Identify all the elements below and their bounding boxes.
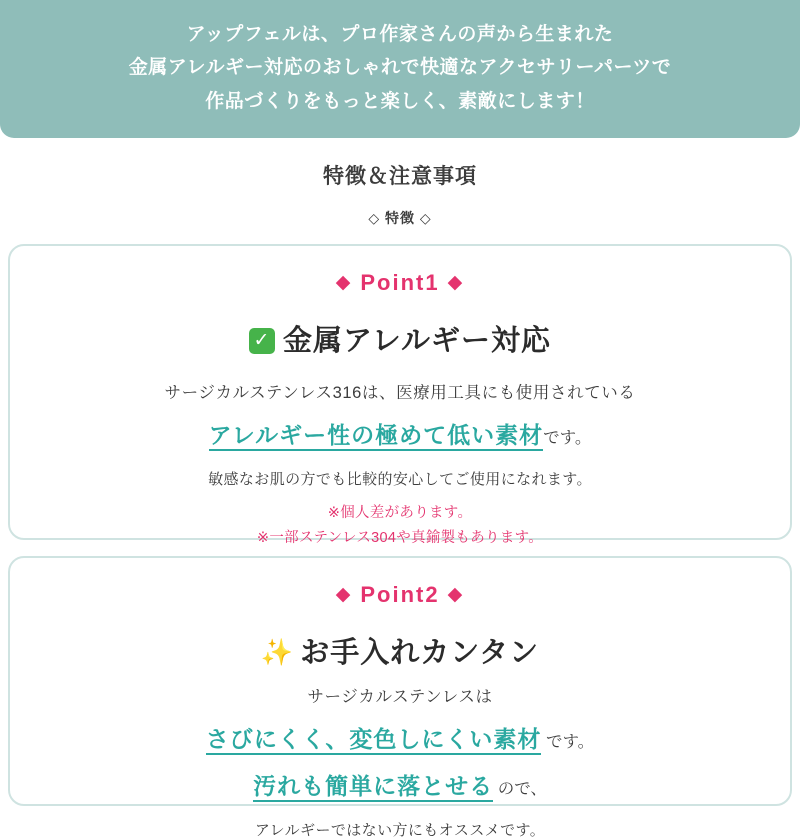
point2-highlight-2: 汚れも簡単に落とせる	[253, 773, 493, 802]
hero-line-2: 金属アレルギー対応のおしゃれで快適なアクセサリーパーツで	[128, 57, 672, 79]
point1-note-2: ※一部ステンレス304や真鍮製もあります。	[256, 529, 544, 546]
diamond-icon: ◆	[335, 583, 353, 605]
hero-line-1: アップフェルは、プロ作家さんの声から生まれた	[186, 24, 614, 45]
point2-highlight-line-2	[26, 768, 774, 801]
point2-label-text: Point2	[360, 581, 440, 607]
point2-heading-text: お手入れカンタン	[300, 636, 540, 669]
point2-highlight-line-1	[26, 721, 774, 754]
point1-highlight: アレルギー性の極めて低い素材	[209, 422, 544, 451]
point2-highlight-2-suffix: ので、	[497, 779, 547, 798]
green-check-icon: ✓	[249, 328, 275, 354]
point1-note-1: ※個人差があります。	[327, 504, 473, 521]
point1-body-line-2: 敏感なお肌の方でも比較的安心してご使用になれます。	[208, 470, 592, 488]
section-subtitle: ◇ 特徴 ◇	[368, 209, 432, 226]
point1-highlight-line	[26, 417, 774, 450]
sparkles-icon: ✨	[260, 636, 295, 667]
hero-banner	[0, 0, 800, 138]
section-title: 特徴＆注意事項	[323, 164, 477, 188]
point2-label	[26, 582, 774, 608]
diamond-icon: ◆	[447, 271, 465, 293]
point1-label-text: Point1	[360, 269, 440, 295]
diamond-icon: ◆	[335, 271, 353, 293]
point1-body-line-1: サージカルステンレス316は、医療用工具にも使用されている	[164, 383, 636, 402]
point1-highlight-suffix: です。	[543, 428, 592, 447]
point1-heading	[26, 318, 774, 359]
point1-heading-text: 金属アレルギー対応	[282, 324, 552, 357]
point-card-2	[8, 556, 792, 839]
point2-highlight-1: さびにくく、変色しにくい素材	[206, 726, 542, 755]
point2-highlight-1-suffix: です。	[545, 732, 595, 751]
point2-heading	[26, 630, 774, 671]
point-card-1	[8, 244, 792, 546]
point2-body-line-2: アレルギーではない方にもオススメです。	[254, 821, 546, 839]
hero-line-3: 作品づくりをもっと楽しく、素敵にします！	[205, 90, 595, 112]
diamond-icon: ◆	[447, 583, 465, 605]
point2-body-line-1: サージカルステンレスは	[307, 687, 493, 706]
point1-label	[26, 270, 774, 296]
